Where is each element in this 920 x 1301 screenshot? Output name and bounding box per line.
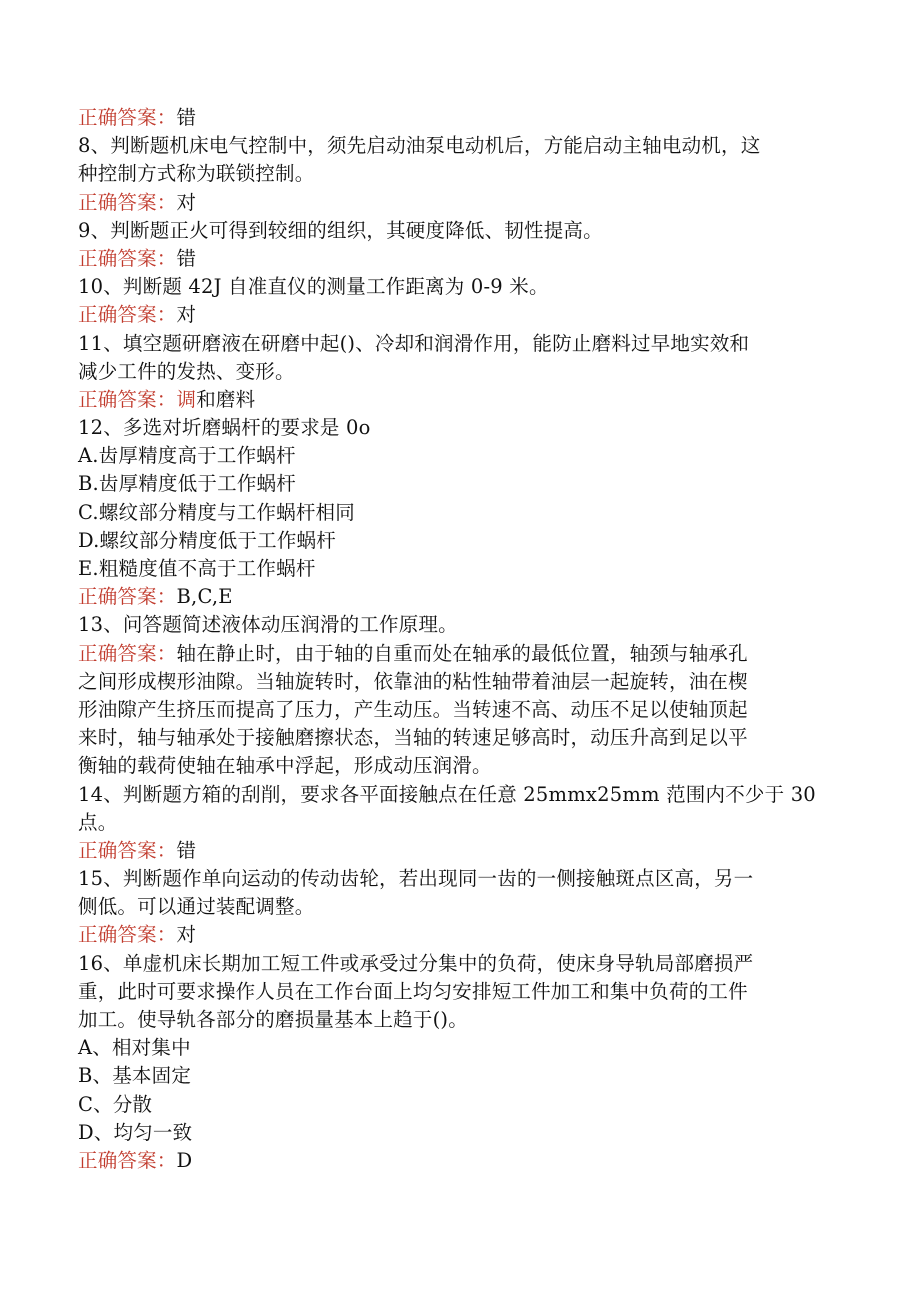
text-line: E.粗糙度值不高于工作蜗杆 bbox=[78, 557, 316, 580]
answer-value: 对 bbox=[176, 303, 197, 327]
answer-label: 正确答案： bbox=[78, 1148, 177, 1172]
text-line: A、相对集中 bbox=[78, 1036, 191, 1060]
text-line: 种控制方式称为联锁控制。 bbox=[78, 162, 315, 186]
answer-label: 正确答案： bbox=[78, 641, 177, 665]
text-line: 12、多选对圻磨蜗杆的要求是 0o bbox=[78, 416, 371, 440]
text-line: B.齿厚精度低于工作蜗杆 bbox=[78, 472, 296, 496]
answer-label: 正确答案： bbox=[78, 303, 177, 327]
text-line: 之间形成楔形油隙。当轴旋转时，依靠油的粘性轴带着油层一起旋转，油在楔 bbox=[78, 669, 748, 693]
answer-label: 正确答案： bbox=[78, 387, 177, 411]
text-line: 11、填空题研磨液在研磨中起()、冷却和润滑作用，能防止磨料过早地实效和 bbox=[78, 331, 750, 355]
text-line: 重，此时可要求操作人员在工作台面上均匀安排短工件加工和集中负荷的工件 bbox=[78, 979, 748, 1003]
text-line: 点。 bbox=[78, 810, 118, 834]
text-line: 16、单虚机床长期加工短工件或承受过分集中的负荷，使床身导轨局部磨损严 bbox=[78, 951, 754, 975]
answer-value: 和磨料 bbox=[196, 387, 256, 411]
text-line: 8、判断题机床电气控制中，须先启动油泵电动机后，方能启动主轴电动机，这 bbox=[78, 134, 761, 158]
answer-value: 对 bbox=[176, 190, 197, 214]
answer-line bbox=[78, 583, 838, 611]
text-line: C.螺纹部分精度与工作蜗杆相同 bbox=[78, 500, 355, 524]
answer-value-highlight: 调 bbox=[176, 387, 197, 411]
answer-line bbox=[78, 245, 838, 273]
answer-line bbox=[78, 386, 838, 414]
answer-value: 轴在静止时，由于轴的自重而处在轴承的最低位置，轴颈与轴承孔 bbox=[176, 641, 748, 665]
answer-line bbox=[78, 104, 838, 132]
text-line: B、基本固定 bbox=[78, 1064, 192, 1088]
answer-value: 错 bbox=[176, 838, 197, 862]
text-line: 减少工件的发热、变形。 bbox=[78, 359, 295, 383]
text-line: 形油隙产生挤压而提高了压力，产生动压。当转速不高、动压不足以使轴顶起 bbox=[78, 697, 748, 721]
answer-label: 正确答案： bbox=[78, 190, 177, 214]
answer-value: 错 bbox=[176, 246, 197, 270]
answer-line bbox=[78, 1147, 838, 1175]
text-line: 10、判断题 42J 自准直仪的测量工作距离为 0-9 米。 bbox=[78, 275, 549, 299]
text-line: 13、问答题简述液体动压润滑的工作原理。 bbox=[78, 613, 458, 637]
answer-line bbox=[78, 301, 838, 329]
text-line: 加工。使导轨各部分的磨损量基本上趋于()。 bbox=[78, 1008, 468, 1031]
document-body bbox=[78, 104, 838, 1175]
answer-value: 对 bbox=[176, 923, 197, 947]
answer-line bbox=[78, 837, 838, 865]
answer-label: 正确答案： bbox=[78, 585, 177, 609]
answer-value: B,C,E bbox=[176, 585, 233, 609]
answer-value: 错 bbox=[176, 106, 197, 129]
answer-value: D bbox=[176, 1148, 193, 1172]
text-line: A.齿厚精度高于工作蜗杆 bbox=[78, 444, 296, 468]
answer-label: 正确答案： bbox=[78, 106, 177, 129]
answer-line bbox=[78, 921, 838, 949]
text-line: 9、判断题正火可得到较细的组织，其硬度降低、韧性提高。 bbox=[78, 218, 603, 242]
text-line: 15、判断题作单向运动的传动齿轮，若出现同一齿的一侧接触斑点区高，另一 bbox=[78, 867, 754, 891]
text-line: 侧低。可以通过装配调整。 bbox=[78, 895, 315, 919]
answer-label: 正确答案： bbox=[78, 838, 177, 862]
answer-label: 正确答案： bbox=[78, 246, 177, 270]
text-line: 14、判断题方箱的刮削，要求各平面接触点在任意 25mmx25mm 范围内不少于 30 bbox=[78, 782, 816, 806]
text-line: D、均匀一致 bbox=[78, 1120, 193, 1144]
text-line: 来时，轴与轴承处于接触磨擦状态，当轴的转速足够高时，动压升高到足以平 bbox=[78, 726, 748, 750]
text-line: 衡轴的载荷使轴在轴承中浮起，形成动压润滑。 bbox=[78, 754, 492, 778]
answer-line bbox=[78, 189, 838, 217]
text-line: D.螺纹部分精度低于工作蜗杆 bbox=[78, 528, 336, 552]
answer-label: 正确答案： bbox=[78, 923, 177, 947]
answer-line bbox=[78, 640, 838, 668]
text-line: C、分散 bbox=[78, 1092, 153, 1116]
